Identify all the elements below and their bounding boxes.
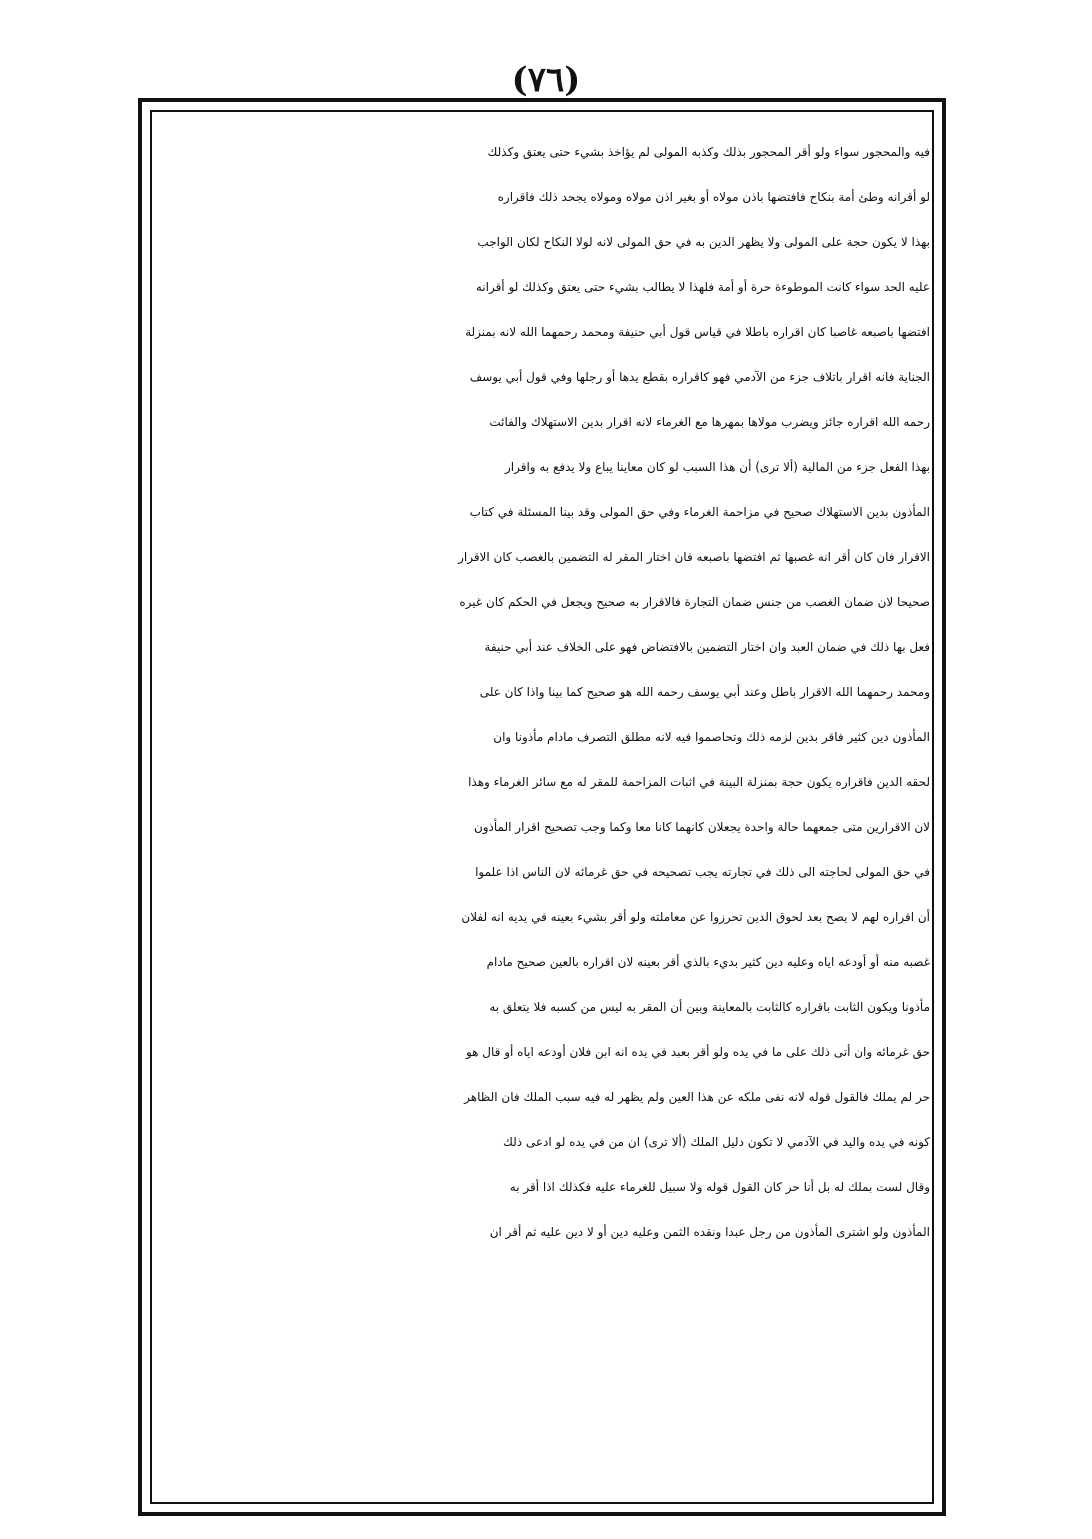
text-line: لان الاقرارين متى جمعهما حالة واحدة يجعلان كانهما كانا معا وكما وجب تصحيح اقرار المأذون <box>473 820 930 834</box>
text-line: الاقرار فان كان أقر انه غصبها ثم افتضها باصبعه فان اختار المقر له التضمين بالغصب كان الاقرار <box>458 550 930 564</box>
text-line: ومحمد رحمهما الله الاقرار باطل وعند أبي يوسف رحمه الله هو صحيح كما بينا واذا كان على <box>479 685 930 699</box>
page-number: (٧٦) <box>511 60 581 100</box>
text-line: بهذا الفعل جزء من المالية (ألا ترى) أن هذا السبب لو كان معاينا يباع ولا يدفع به واقرار <box>504 460 930 474</box>
text-line: كونه في يده واليد في الآدمي لا تكون دليل الملك (ألا ترى) ان من في يده لو ادعى ذلك <box>502 1135 930 1149</box>
text-line: المأذون ولو اشترى المأذون من رجل عبدا ونقده الثمن وعليه دين أو لا دين عليه ثم أقر ان <box>489 1225 930 1239</box>
body-text <box>160 130 930 1510</box>
text-line: عليه الحد سواء كانت الموطوءة حرة أو أمة فلهذا لا يطالب بشيء حتى يعتق وكذلك لو أقرانه <box>475 280 930 294</box>
text-line: رحمه الله اقراره جائز ويضرب مولاها بمهرها مع الغرماء لانه اقرار بدين الاستهلاك والفائت <box>489 415 930 429</box>
text-line: حق غرمائه وان أتى ذلك على ما في يده ولو أقر بعبد في يده انه ابن فلان أودعه اياه أو قال هو <box>465 1045 930 1059</box>
text-line: لحقه الدين فاقراره يكون حجة بمنزلة البينة في اثبات المزاحمة للمقر له مع سائر الغرماء وهذا <box>468 775 930 789</box>
text-line: أن اقراره لهم لا يصح بعد لحوق الدين تحرزوا عن معاملته ولو أقر بشيء بعينه في يديه انه لفلان <box>461 910 930 924</box>
text-line: غصبه منه أو أودعه اياه وعليه دين كثير بديء بالذي أقر بعينه لان اقراره بالعين صحيح مادام <box>486 955 930 969</box>
text-line: افتضها باصبعه غاصبا كان اقراره باطلا في قياس قول أبي حنيفة ومحمد رحمهما الله لانه بمنزلة <box>465 325 930 339</box>
text-line: حر لم يملك فالقول قوله لانه نفى ملكه عن هذا العين ولم يظهر له فيه سبب الملك فان الظاهر <box>464 1090 930 1104</box>
text-line: لو أقرانه وطئ أمة بنكاح فافتضها باذن مولاه أو بغير اذن مولاه ومولاه يجحد ذلك فاقراره <box>497 190 930 204</box>
text-line: في حق المولى لحاجته الى ذلك في تجارته يجب تصحيحه في حق غرمائه لان الناس اذا علموا <box>475 865 930 879</box>
text-line: المأذون دين كثير فاقر بدين لزمه ذلك وتحاصموا فيه لانه مطلق التصرف مادام مأذونا وان <box>493 730 930 744</box>
text-line: فعل بها ذلك في ضمان العبد وان اختار التضمين بالافتضاض فهو على الخلاف عند أبي حنيفة <box>484 640 930 654</box>
text-line: المأذون بدين الاستهلاك صحيح في مزاحمة الغرماء وفي حق المولى وقد بينا المسئلة في كتاب <box>469 505 930 519</box>
text-line: فيه والمحجور سواء ولو أقر المحجور بذلك وكذبه المولى لم يؤاخذ بشيء حتى يعتق وكذلك <box>487 145 930 159</box>
text-line: وقال لست بملك له بل أنا حر كان القول قوله ولا سبيل للغرماء عليه فكذلك اذا أقر به <box>509 1180 930 1194</box>
text-line: الجناية فانه اقرار باتلاف جزء من الآدمي فهو كاقراره بقطع يدها أو رجلها وفي قول أبي يوسف <box>469 370 930 384</box>
text-line: صحيحا لان ضمان الغصب من جنس ضمان التجارة فالاقرار به صحيح ويجعل في الحكم كان غيره <box>459 595 930 609</box>
text-line: بهذا لا يكون حجة على المولى ولا يظهر الدين به في حق المولى لانه لولا النكاح لكان الواجب <box>477 235 930 249</box>
text-line: مأذونا ويكون الثابت باقراره كالثابت بالمعاينة وبين أن المقر به ليس من كسبه فلا يتعلق به <box>489 1000 930 1014</box>
